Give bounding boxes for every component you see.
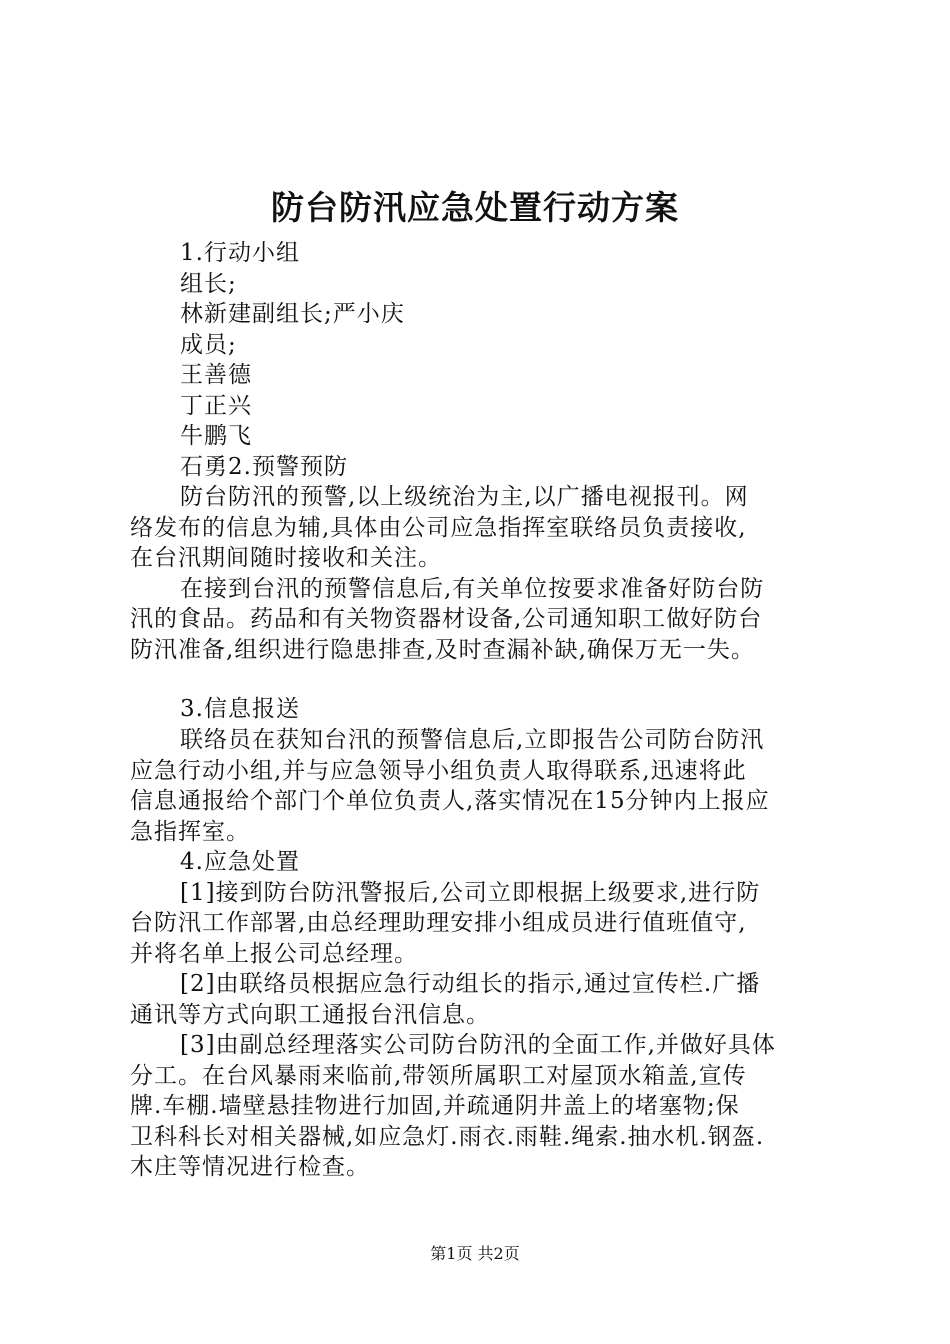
text-line: 信息通报给个部门个单位负责人,落实情况在15分钟内上报应 [130,788,770,814]
text-line: 3.信息报送 [180,696,300,722]
text-line: 4.应急处置 [180,849,300,875]
document-title: 防台防汛应急处置行动方案 [271,188,679,227]
text-line: 络发布的信息为辅,具体由公司应急指挥室联络员负责接收, [130,515,747,541]
text-line: 汛的食品。药品和有关物资器材设备,公司通知职工做好防台 [130,606,763,632]
text-line: 在台汛期间随时接收和关注。 [130,545,442,571]
text-line: 台防汛工作部署,由总经理助理安排小组成员进行值班值守, [130,910,747,936]
text-line: 牛鹏飞 [180,423,252,449]
text-line: 牌.车棚.墙壁悬挂物进行加固,并疏通阴井盖上的堵塞物;保 [130,1093,740,1119]
text-line: 应急行动小组,并与应急领导小组负责人取得联系,迅速将此 [130,758,747,784]
text-line: 在接到台汛的预警信息后,有关单位按要求准备好防台防 [180,576,765,602]
text-line: 木庄等情况进行检查。 [130,1154,370,1180]
text-line: 卫科科长对相关器械,如应急灯.雨衣.雨鞋.绳索.抽水机.钢盔. [130,1124,765,1150]
page-footer: 第1页 共2页 [430,1244,520,1263]
text-line: 组长; [180,271,237,297]
text-line: 防台防汛的预警,以上级统治为主,以广播电视报刊。网 [180,484,749,510]
text-line: 王善德 [180,362,252,388]
text-line: 联络员在获知台汛的预警信息后,立即报告公司防台防汛 [180,727,765,753]
text-line: 分工。在台风暴雨来临前,带领所属职工对屋顶水箱盖,宣传 [130,1063,747,1089]
text-line: [1]接到防台防汛警报后,公司立即根据上级要求,进行防 [180,880,761,906]
text-line: 1.行动小组 [180,240,300,266]
text-line: 防汛准备,组织进行隐患排查,及时查漏补缺,确保万无一失。 [130,637,755,663]
text-line: 通讯等方式向职工通报台汛信息。 [130,1002,490,1028]
text-line: 石勇2.预警预防 [180,454,348,480]
text-line: [3]由副总经理落实公司防台防汛的全面工作,并做好具体 [180,1032,776,1058]
text-line: [2]由联络员根据应急行动组长的指示,通过宣传栏.广播 [180,971,761,997]
text-line: 急指挥室。 [130,819,250,845]
text-line: 林新建副组长;严小庆 [180,301,405,327]
text-line: 并将名单上报公司总经理。 [130,941,418,967]
text-line: 成员; [180,332,237,358]
text-line: 丁正兴 [180,393,252,419]
